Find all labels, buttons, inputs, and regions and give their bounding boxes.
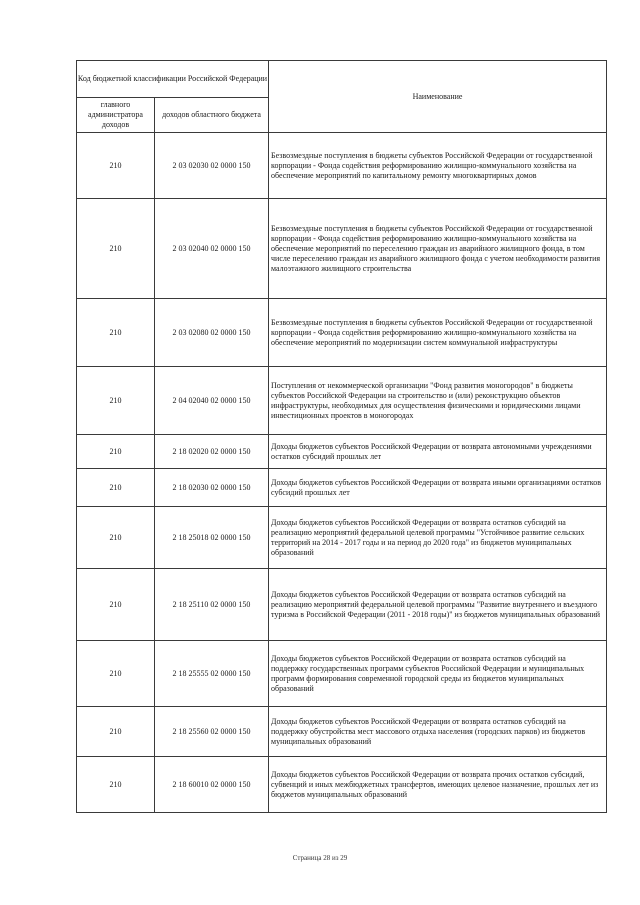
table-row	[77, 469, 607, 507]
admin-code-cell: 210	[77, 299, 155, 367]
header-name: Наименование	[269, 61, 607, 133]
admin-code-cell: 210	[77, 367, 155, 435]
income-name-cell: Поступления от некоммерческой организации "Фонд развития моногородов" в бюджеты субъектов Российской Федерации на строительство и (или) реконструкцию объектов инфраструктуры, необходимых для осуществления физическими и юридическими лицами инвестиционных проектов в моногородах	[269, 367, 607, 435]
income-name-cell: Доходы бюджетов субъектов Российской Федерации от возврата иными организациями остатков субсидий прошлых лет	[269, 469, 607, 507]
income-name-cell: Безвозмездные поступления в бюджеты субъектов Российской Федерации от государственной корпорации - Фонда содействия реформированию жилищно-коммунального хозяйства на обеспечение мероприятий по переселению граждан из аварийного жилищного фонда, в том числе переселению граждан из аварийного жилищного фонда с учетом необходимости развития малоэтажного жилищного строительства	[269, 199, 607, 299]
admin-code-cell: 210	[77, 469, 155, 507]
table-row	[77, 133, 607, 199]
income-name-cell: Доходы бюджетов субъектов Российской Федерации от возврата остатков субсидий на поддержку государственных программ субъектов Российской Федерации и муниципальных программ формирования современной городской среды из бюджетов муниципальных образований	[269, 641, 607, 707]
income-name-cell: Безвозмездные поступления в бюджеты субъектов Российской Федерации от государственной корпорации - Фонда содействия реформированию жилищно-коммунального хозяйства на обеспечение мероприятий по модернизации систем коммунальной инфраструктуры	[269, 299, 607, 367]
table-row	[77, 367, 607, 435]
admin-code-cell: 210	[77, 641, 155, 707]
table-row	[77, 299, 607, 367]
income-code-cell: 2 18 25110 02 0000 150	[155, 569, 269, 641]
admin-code-cell: 210	[77, 133, 155, 199]
header-income-code: доходов областного бюджета	[155, 98, 269, 133]
table-header	[77, 61, 607, 133]
admin-code-cell: 210	[77, 757, 155, 813]
income-name-cell: Доходы бюджетов субъектов Российской Федерации от возврата прочих остатков субсидий, субвенций и иных межбюджетных трансфертов, имеющих целевое назначение, прошлых лет из бюджетов муниципальных образований	[269, 757, 607, 813]
table-row	[77, 435, 607, 469]
income-code-cell: 2 03 02030 02 0000 150	[155, 133, 269, 199]
page-number-footer: Страница 28 из 29	[292, 854, 348, 862]
income-code-cell: 2 18 02030 02 0000 150	[155, 469, 269, 507]
table-row	[77, 507, 607, 569]
admin-code-cell: 210	[77, 707, 155, 757]
income-code-cell: 2 03 02080 02 0000 150	[155, 299, 269, 367]
income-name-cell: Безвозмездные поступления в бюджеты субъектов Российской Федерации от государственной корпорации - Фонда содействия реформированию жилищно-коммунального хозяйства на обеспечение мероприятий по капитальному ремонту многоквартирных домов	[269, 133, 607, 199]
table-row	[77, 757, 607, 813]
table-row	[77, 707, 607, 757]
table-row	[77, 641, 607, 707]
admin-code-cell: 210	[77, 435, 155, 469]
income-code-cell: 2 18 60010 02 0000 150	[155, 757, 269, 813]
table-row	[77, 569, 607, 641]
income-code-cell: 2 18 25018 02 0000 150	[155, 507, 269, 569]
table-row	[77, 199, 607, 299]
income-name-cell: Доходы бюджетов субъектов Российской Федерации от возврата остатков субсидий на реализацию мероприятий федеральной целевой программы "Развитие внутреннего и въездного туризма в Российской Федерации (2011 - 2018 годы)" из бюджетов муниципальных образований	[269, 569, 607, 641]
income-code-cell: 2 03 02040 02 0000 150	[155, 199, 269, 299]
budget-classification-table	[76, 60, 607, 813]
header-classification-code: Код бюджетной классификации Российской Федерации	[77, 61, 269, 98]
table-body	[77, 133, 607, 813]
income-name-cell: Доходы бюджетов субъектов Российской Федерации от возврата остатков субсидий на поддержку обустройства мест массового отдыха населения (городских парков) из бюджетов муниципальных образований	[269, 707, 607, 757]
admin-code-cell: 210	[77, 199, 155, 299]
income-code-cell: 2 18 25555 02 0000 150	[155, 641, 269, 707]
admin-code-cell: 210	[77, 507, 155, 569]
header-admin-code: главного администратора доходов	[77, 98, 155, 133]
income-code-cell: 2 04 02040 02 0000 150	[155, 367, 269, 435]
admin-code-cell: 210	[77, 569, 155, 641]
income-code-cell: 2 18 25560 02 0000 150	[155, 707, 269, 757]
income-name-cell: Доходы бюджетов субъектов Российской Федерации от возврата автономными учреждениями остатков субсидий прошлых лет	[269, 435, 607, 469]
income-name-cell: Доходы бюджетов субъектов Российской Федерации от возврата остатков субсидий на реализацию мероприятий федеральной целевой программы "Устойчивое развитие сельских территорий на 2014 - 2017 годы и на период до 2020 года" из бюджетов муниципальных образований	[269, 507, 607, 569]
income-code-cell: 2 18 02020 02 0000 150	[155, 435, 269, 469]
